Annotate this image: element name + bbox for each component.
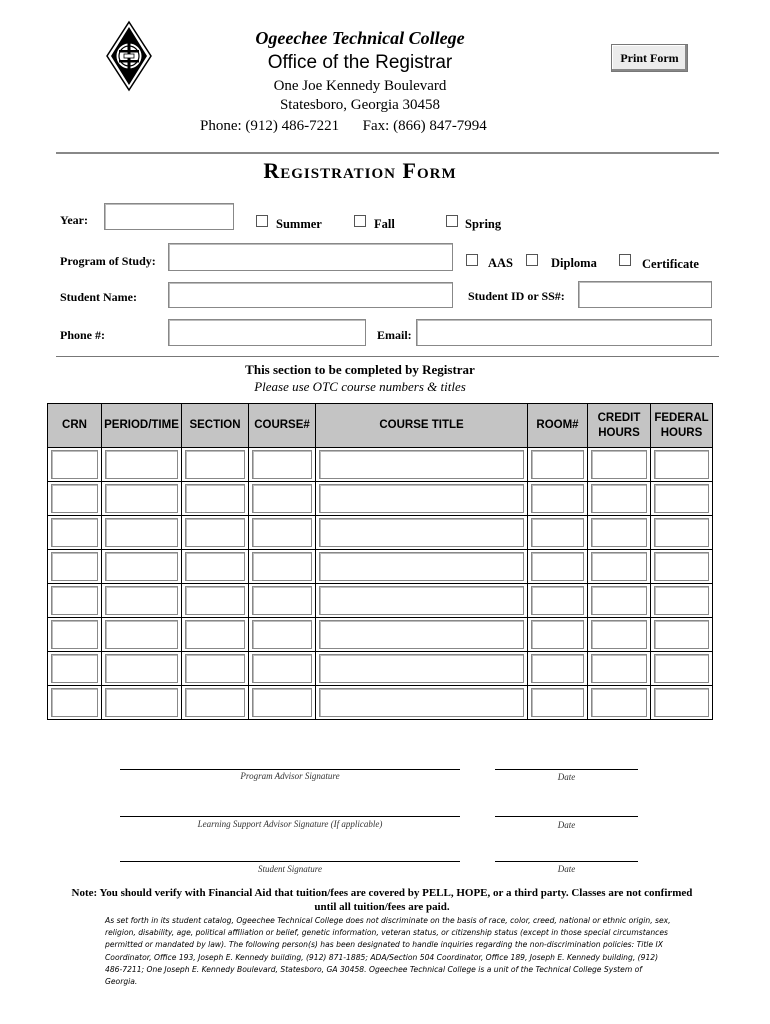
table-cell — [588, 516, 651, 550]
table-cell — [316, 448, 528, 482]
table-cell — [651, 584, 713, 618]
table-cell — [102, 584, 182, 618]
course-field-input[interactable] — [591, 586, 647, 615]
table-cell — [528, 686, 588, 720]
course-field-input[interactable] — [252, 586, 312, 615]
table-cell — [528, 618, 588, 652]
table-cell — [102, 448, 182, 482]
year-label: Year: — [60, 213, 88, 227]
course-field-input[interactable] — [654, 484, 709, 513]
table-cell — [182, 448, 249, 482]
learning-support-signature-label: Learning Support Advisor Signature (If applicable) — [197, 819, 383, 829]
course-field-input[interactable] — [252, 688, 312, 717]
non-discrimination-statement: As set forth in its student catalog, Ogeechee Technical College does not discriminate on the basis of race, color, creed, national or ethnic origin, sex, religion, disability, age, political affiliation or belief, genetic information, veteran status, or citizenship status (except in those special circumstances permitted or mandated by law). The following person(s) has been designated to handle inquiries regarding the non-discrimination policies: Title IX Coordinator, Office 193, Joseph E. Kennedy building, (912) 871-1885; ADA/Section 504 Coordinator, Office 189, Joseph E. Kennedy building, (912) 486-7211; One Joseph E. Kennedy Boulevard, Statesboro, GA 30458. Ogeechee Technical College is a unit of the Technical College System of Georgia. — [105, 916, 671, 987]
student-name-input[interactable] — [168, 282, 453, 308]
course-field-input[interactable] — [591, 450, 647, 479]
spring-label: Spring — [465, 217, 502, 231]
table-cell — [651, 550, 713, 584]
spring-checkbox[interactable] — [446, 215, 458, 227]
course-field-input[interactable] — [105, 688, 178, 717]
table-cell — [528, 516, 588, 550]
table-cell — [651, 618, 713, 652]
table-cell — [48, 550, 102, 584]
course-field-input[interactable] — [654, 688, 709, 717]
fall-checkbox[interactable] — [354, 215, 366, 227]
course-field-input[interactable] — [591, 688, 647, 717]
course-field-input[interactable] — [105, 484, 178, 513]
table-cell — [651, 516, 713, 550]
table-cell — [249, 550, 316, 584]
course-field-input[interactable] — [252, 654, 312, 683]
table-cell — [316, 652, 528, 686]
table-cell — [182, 618, 249, 652]
table-cell — [588, 618, 651, 652]
course-field-input[interactable] — [591, 552, 647, 581]
table-cell — [249, 448, 316, 482]
table-row — [48, 652, 713, 686]
course-field-input[interactable] — [654, 450, 709, 479]
course-field-input[interactable] — [185, 688, 245, 717]
form-title: Registration Form — [263, 158, 457, 183]
course-field-input[interactable] — [51, 586, 98, 615]
table-cell — [182, 550, 249, 584]
table-cell — [316, 482, 528, 516]
learning-support-date-label: Date — [557, 820, 576, 830]
certificate-label: Certificate — [642, 257, 699, 271]
course-field-input[interactable] — [591, 654, 647, 683]
table-cell — [249, 686, 316, 720]
table-cell — [528, 584, 588, 618]
section-divider — [56, 356, 719, 357]
course-field-input[interactable] — [252, 518, 312, 547]
table-cell — [316, 550, 528, 584]
table-row — [48, 584, 713, 618]
table-cell — [588, 448, 651, 482]
email-label: Email: — [377, 328, 412, 342]
col-header: CRN — [48, 404, 102, 448]
table-row — [48, 550, 713, 584]
table-cell — [182, 652, 249, 686]
course-table-body — [48, 448, 713, 720]
program-input[interactable] — [168, 243, 453, 271]
course-table — [47, 403, 713, 720]
table-cell — [651, 482, 713, 516]
summer-checkbox[interactable] — [256, 215, 268, 227]
table-cell — [588, 584, 651, 618]
table-row — [48, 686, 713, 720]
col-header: FEDERAL HOURS — [651, 404, 713, 448]
table-cell — [651, 448, 713, 482]
table-cell — [249, 652, 316, 686]
print-form-button[interactable]: Print Form — [611, 44, 688, 72]
learning-support-signature-line[interactable] — [120, 816, 460, 817]
table-cell — [651, 652, 713, 686]
course-field-input[interactable] — [51, 484, 98, 513]
student-name-label: Student Name: — [60, 290, 137, 304]
course-field-input[interactable] — [654, 552, 709, 581]
table-cell — [528, 550, 588, 584]
table-row — [48, 448, 713, 482]
course-field-input[interactable] — [105, 518, 178, 547]
course-field-input[interactable] — [319, 586, 524, 615]
table-cell — [588, 482, 651, 516]
course-field-input[interactable] — [51, 552, 98, 581]
table-cell — [528, 482, 588, 516]
course-field-input[interactable] — [185, 586, 245, 615]
course-field-input[interactable] — [185, 450, 245, 479]
course-field-input[interactable] — [252, 620, 312, 649]
table-cell — [48, 584, 102, 618]
program-advisor-signature-label: Program Advisor Signature — [240, 771, 340, 781]
course-field-input[interactable] — [654, 654, 709, 683]
table-cell — [182, 584, 249, 618]
course-field-input[interactable] — [51, 654, 98, 683]
table-cell — [316, 618, 528, 652]
course-field-input[interactable] — [319, 552, 524, 581]
course-field-input[interactable] — [319, 484, 524, 513]
course-field-input[interactable] — [105, 654, 178, 683]
course-field-input[interactable] — [105, 552, 178, 581]
program-label: Program of Study: — [60, 254, 156, 268]
table-cell — [316, 584, 528, 618]
course-field-input[interactable] — [319, 620, 524, 649]
aas-label: AAS — [488, 256, 514, 270]
course-field-input[interactable] — [531, 586, 584, 615]
course-table-header — [48, 404, 713, 448]
summer-label: Summer — [276, 217, 322, 231]
table-cell — [651, 686, 713, 720]
table-cell — [528, 652, 588, 686]
course-field-input[interactable] — [51, 450, 98, 479]
table-row — [48, 618, 713, 652]
table-cell — [316, 516, 528, 550]
header-divider — [56, 152, 719, 154]
table-cell — [102, 652, 182, 686]
table-cell — [48, 618, 102, 652]
table-cell — [249, 516, 316, 550]
table-cell — [249, 584, 316, 618]
phone-label: Phone #: — [60, 328, 105, 342]
course-field-input[interactable] — [51, 518, 98, 547]
course-field-input[interactable] — [185, 552, 245, 581]
col-header: PERIOD/TIME — [102, 404, 182, 448]
table-cell — [182, 516, 249, 550]
table-cell — [102, 516, 182, 550]
table-row — [48, 482, 713, 516]
phone-input[interactable] — [168, 319, 366, 346]
address-line-1: One Joe Kennedy Boulevard — [273, 78, 447, 94]
program-advisor-signature-line[interactable] — [120, 769, 460, 770]
table-cell — [102, 686, 182, 720]
student-date-line[interactable] — [495, 861, 638, 862]
table-cell — [316, 686, 528, 720]
table-cell — [588, 686, 651, 720]
phone-number: Phone: (912) 486-7221 — [200, 118, 340, 134]
course-field-input[interactable] — [105, 450, 178, 479]
course-field-input[interactable] — [319, 518, 524, 547]
course-field-input[interactable] — [51, 620, 98, 649]
table-cell — [48, 482, 102, 516]
course-field-input[interactable] — [591, 620, 647, 649]
course-field-input[interactable] — [591, 484, 647, 513]
table-cell — [528, 448, 588, 482]
course-field-input[interactable] — [252, 484, 312, 513]
table-cell — [48, 448, 102, 482]
course-field-input[interactable] — [319, 688, 524, 717]
course-field-input[interactable] — [531, 552, 584, 581]
office-name: Office of the Registrar — [267, 52, 453, 73]
table-cell — [102, 618, 182, 652]
course-field-input[interactable] — [185, 620, 245, 649]
course-field-input[interactable] — [319, 450, 524, 479]
program-advisor-date-label: Date — [557, 772, 576, 782]
table-cell — [48, 652, 102, 686]
course-field-input[interactable] — [591, 518, 647, 547]
table-cell — [249, 482, 316, 516]
year-input[interactable] — [104, 203, 234, 230]
diploma-checkbox[interactable] — [526, 254, 538, 266]
course-field-input[interactable] — [531, 688, 584, 717]
col-header: COURSE TITLE — [316, 404, 528, 448]
certificate-checkbox[interactable] — [619, 254, 631, 266]
table-cell — [182, 482, 249, 516]
col-header: SECTION — [182, 404, 249, 448]
course-field-input[interactable] — [252, 552, 312, 581]
course-field-input[interactable] — [51, 688, 98, 717]
table-cell — [588, 550, 651, 584]
registrar-section-subtitle: Please use OTC course numbers & titles — [254, 379, 466, 394]
col-header: COURSE# — [249, 404, 316, 448]
college-logo — [104, 20, 154, 92]
program-advisor-date-line[interactable] — [495, 769, 638, 770]
course-field-input[interactable] — [654, 620, 709, 649]
course-field-input[interactable] — [531, 654, 584, 683]
table-cell — [182, 686, 249, 720]
course-field-input[interactable] — [105, 586, 178, 615]
course-field-input[interactable] — [319, 654, 524, 683]
financial-aid-note: Note: You should verify with Financial Aid that tuition/fees are covered by PELL, HOPE, or a third party. Classes are not confirmed until all tuition/fees are paid. — [71, 887, 693, 913]
address-line-2: Statesboro, Georgia 30458 — [279, 97, 441, 113]
table-row — [48, 516, 713, 550]
table-cell — [588, 652, 651, 686]
student-id-input[interactable] — [578, 281, 712, 308]
table-cell — [102, 550, 182, 584]
student-signature-line[interactable] — [120, 861, 460, 862]
course-field-input[interactable] — [185, 518, 245, 547]
course-field-input[interactable] — [105, 620, 178, 649]
course-field-input[interactable] — [531, 450, 584, 479]
college-name: Ogeechee Technical College — [255, 28, 465, 48]
table-cell — [249, 618, 316, 652]
course-field-input[interactable] — [252, 450, 312, 479]
fax-number: Fax: (866) 847-7994 — [362, 118, 487, 134]
student-signature-label: Student Signature — [258, 864, 322, 874]
contact-line — [200, 118, 560, 135]
course-field-input[interactable] — [654, 518, 709, 547]
course-field-input[interactable] — [185, 484, 245, 513]
learning-support-date-line[interactable] — [495, 816, 638, 817]
registrar-section-title: This section to be completed by Registrar — [245, 362, 475, 377]
col-header: ROOM# — [528, 404, 588, 448]
aas-checkbox[interactable] — [466, 254, 478, 266]
table-cell — [48, 686, 102, 720]
student-date-label: Date — [557, 864, 576, 874]
diploma-label: Diploma — [551, 256, 597, 270]
student-id-label: Student ID or SS#: — [468, 289, 565, 303]
table-cell — [102, 482, 182, 516]
fall-label: Fall — [374, 217, 395, 231]
course-field-input[interactable] — [185, 654, 245, 683]
table-cell — [48, 516, 102, 550]
col-header: CREDIT HOURS — [588, 404, 651, 448]
course-field-input[interactable] — [531, 620, 584, 649]
course-field-input[interactable] — [531, 484, 584, 513]
course-field-input[interactable] — [654, 586, 709, 615]
course-field-input[interactable] — [531, 518, 584, 547]
email-input[interactable] — [416, 319, 712, 346]
